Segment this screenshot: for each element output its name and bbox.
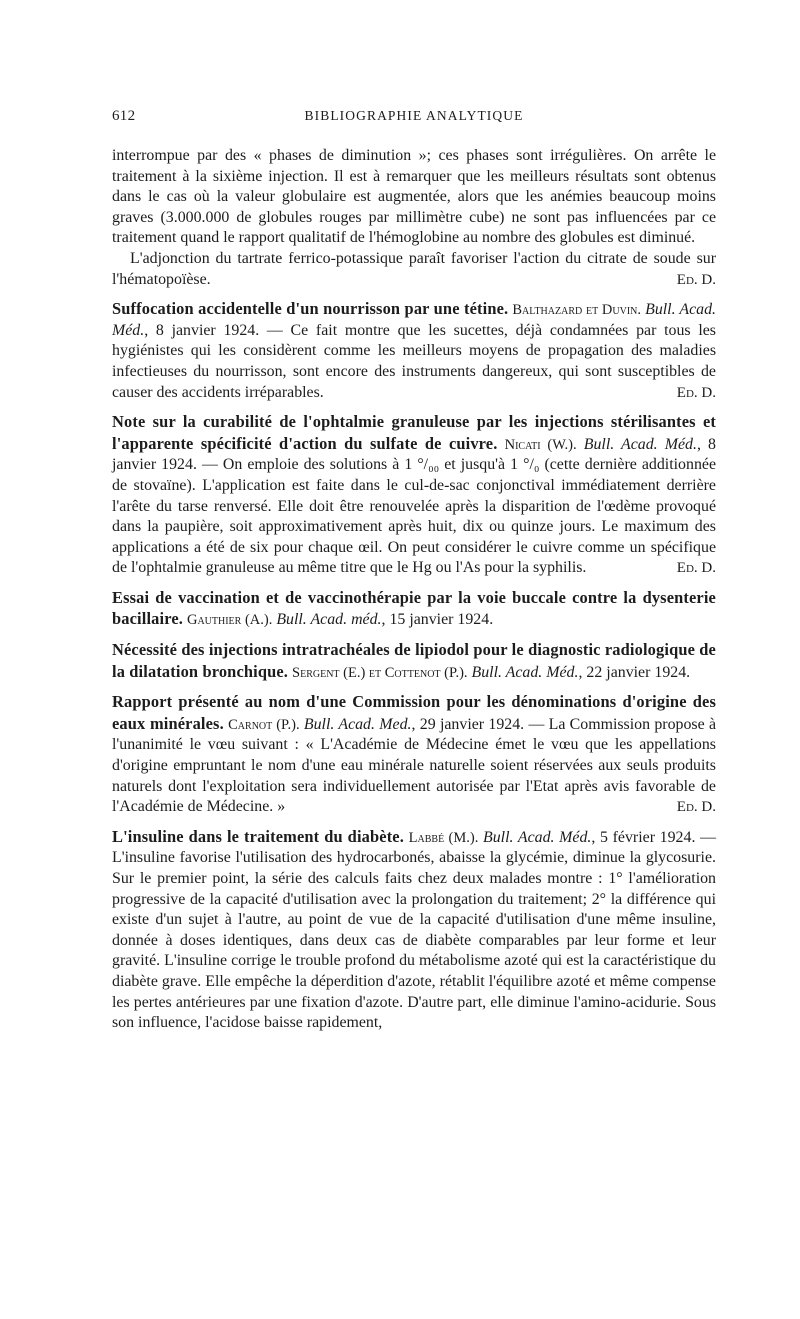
- entry-authors: Gauthier (A.).: [186, 612, 273, 629]
- entry-abstract: — On emploie des solutions à 1 °/₀₀ et jusqu'à 1 °/₀ (cette dernière additionnée de stovaïne). L'application est faite dans le cul-de-sac conjonctival immédiatement derrière l'arête du tarse renversé. Elle doit être renouvelée après la disparition de l'œdème provoqué dans la paupière, soit approximativement après huit, dix ou quinze jours. Le maximum des applications a été de six pour chaque œil. On peut considérer le cuivre comme un spécifique de l'ophtalmie granuleuse au même titre que le Hg ou l'As pour la syphilis.: [112, 456, 716, 577]
- intro-paragraph-2: [112, 249, 716, 290]
- entry-authors: Labbé (M.).: [408, 829, 479, 846]
- page-number: 612: [112, 108, 136, 124]
- entry-authors: Carnot (P.).: [228, 716, 300, 733]
- bibliography-entry: [112, 640, 716, 683]
- intro-text: L'adjonction du tartrate ferrico-potassique paraît favoriser l'action du citrate de soude sur l'hématopoïèse.: [112, 249, 716, 288]
- entry-authors: Sergent (E.) et Cottenot (P.).: [292, 664, 468, 681]
- running-head: BIBLIOGRAPHIE ANALYTIQUE: [304, 108, 524, 123]
- entry-date: , 8 janvier 1924.: [144, 321, 260, 339]
- entry-journal: Bull. Acad. Méd.: [112, 301, 716, 339]
- entry-journal: Bull. Acad. Méd.: [483, 828, 592, 846]
- entry-title: Note sur la curabilité de l'ophtalmie granuleuse par les injections stérilisantes et l'apparente spécificité d'action du sulfate de cuivre.: [112, 412, 716, 453]
- entry-date: , 8 janvier 1924.: [112, 435, 716, 474]
- entry-title: Suffocation accidentelle d'un nourrisson par une tétine.: [112, 299, 509, 319]
- entry-date: , 15 janvier 1924.: [381, 611, 494, 629]
- entry-journal: Bull. Acad. méd.: [276, 611, 382, 629]
- editor-signature: Ed. D.: [676, 384, 716, 401]
- intro-paragraph: interrompue par des « phases de diminution »; ces phases sont irrégulières. On arrête le traitement à la sixième injection. Il est à remarquer que les meilleurs résultats sont obtenus dans le cas où la valeur globulaire est augmentée, alors que les anémies beaucoup moins graves (3.000.000 de globules rouges par millimètre cube) ne sont pas influencées par ce traitement quand le rapport qualitatif de l'hémoglobine au nombre des globules est diminué.: [112, 147, 716, 247]
- entry-title: Essai de vaccination et de vaccinothérapie par la voie buccale contre la dysenterie bacillaire.: [112, 587, 716, 629]
- entry-abstract: — Ce fait montre que les sucettes, déjà condamnées par tous les hygiénistes qui les considèrent comme les meilleurs moyens de propagation des maladies infectieuses du nourrisson, sont encore des instruments dangereux, qui sont susceptibles de causer des accidents irréparables.: [112, 321, 716, 401]
- bibliography-entry: [112, 692, 716, 818]
- editor-signature: Ed. D.: [676, 271, 716, 288]
- page-header: [112, 108, 716, 130]
- entry-title: L'insuline dans le traitement du diabète.: [112, 826, 404, 846]
- entry-title: Nécessité des injections intratrachéales de lipiodol pour le diagnostic radiologique de la dilatation bronchique.: [112, 640, 716, 681]
- page-body: [112, 146, 716, 1034]
- bibliography-entry: [112, 299, 716, 403]
- entry-authors: Nicati (W.).: [504, 436, 577, 453]
- editor-signature: Ed. D.: [676, 799, 716, 816]
- entry-title: Rapport présenté au nom d'une Commission pour les dénominations d'origine des eaux minérales.: [112, 692, 716, 733]
- entry-date: , 22 janvier 1924.: [578, 663, 691, 681]
- entry-date: , 29 janvier 1924.: [411, 715, 525, 733]
- entry-journal: Bull. Acad. Méd.: [583, 435, 697, 453]
- entry-authors: Balthazard et Duvin.: [512, 302, 642, 319]
- bibliography-entry: [112, 588, 716, 631]
- entry-abstract: — La Commission propose à l'unanimité le vœu suivant : « L'Académie de Médecine émet le vœu que les appellations d'origine empruntant le nom d'une eau minérale naturelle soient réservées aux seuls produits naturels dont l'exploitation sera individuellement autorisée par l'Etat après avis favorable de l'Académie de Médecine. »: [112, 715, 716, 816]
- entry-journal: Bull. Acad. Méd.: [471, 663, 579, 681]
- entry-date: , 5 février 1924.: [591, 828, 696, 846]
- editor-signature: Ed. D.: [676, 560, 716, 577]
- bibliography-entry: [112, 412, 716, 579]
- bibliography-entry: [112, 827, 716, 1034]
- entry-abstract: — L'insuline favorise l'utilisation des hydrocarbonés, abaisse la glycémie, diminue la glycosurie. Sur le premier point, la série des calculs faits chez deux malades montre : 1° l'amélioration progressive de la capacité d'utilisation avec la prolongation du traitement; 2° la différence qui existe d'un sujet à l'autre, au point de vue de la capacité d'utilisation d'une même insuline, donnée à doses identiques, dans deux cas de diabète comparables par leur forme et leur gravité. L'insuline corrige le trouble profond du métabolisme azoté qui est la caractéristique du diabète grave. Elle empêche la déperdition d'azote, rétablit l'équilibre azoté et même compense les pertes antérieures par une fixation d'azote. D'autre part, elle diminue l'amino-acidurie. Sous son influence, l'acidose baisse rapidement,: [112, 828, 716, 1032]
- entry-journal: Bull. Acad. Med.: [303, 715, 412, 733]
